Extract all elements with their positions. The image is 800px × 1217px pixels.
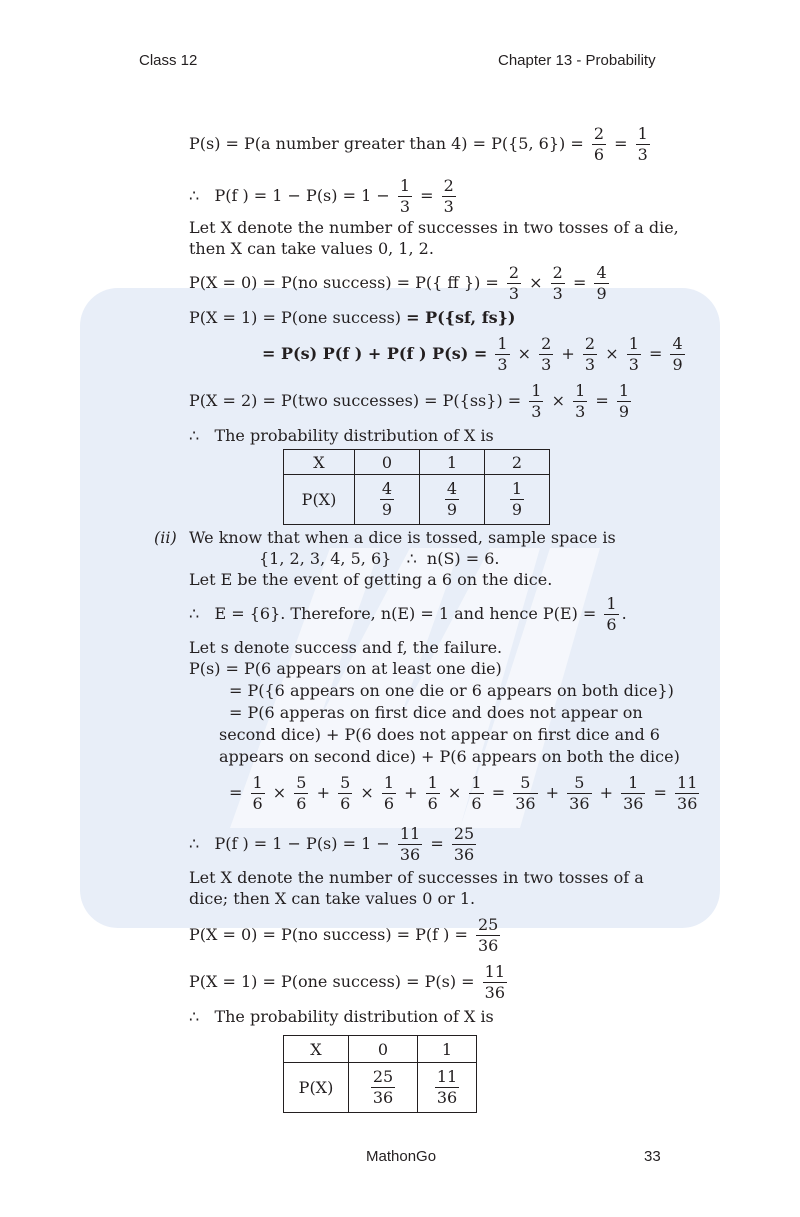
table-cell-value: 1 bbox=[418, 1036, 477, 1063]
table-cell-value: 2 bbox=[485, 450, 550, 475]
footer-page-number: 33 bbox=[644, 1148, 661, 1165]
px2-equation: P(X = 2) = P(two successes) = P({ss}) = $\frac{1}{3}$ × $\frac{1}{3}$ = $\frac{1}{9}$ bbox=[189, 381, 630, 421]
sample-space-line: {1, 2, 3, 4, 5, 6} ∴ n(S) = 6. bbox=[259, 549, 500, 568]
let-x2-line-1: Let X denote the number of successes in two tosses of a bbox=[189, 868, 644, 887]
table-cell-value: 1 bbox=[420, 450, 485, 475]
table-header-x: X bbox=[284, 1036, 349, 1063]
let-x-line-2: then X can take values 0, 1, 2. bbox=[189, 239, 434, 258]
distribution-table-2 bbox=[283, 1035, 477, 1113]
ps-equation: P(s) = P(a number greater than 4) = P({5, 6}) = $\frac{2}{6}$ = $\frac{1}{3}$ bbox=[189, 124, 648, 164]
footer-brand: MathonGo bbox=[366, 1148, 437, 1165]
table-cell-prob: $\frac{25}{36}$ bbox=[349, 1063, 418, 1113]
distribution-intro-2: ∴ The probability distribution of X is bbox=[189, 1007, 494, 1026]
px1-expansion: = P(s) P(f ) + P(f ) P(s) = $\frac{1}{3}$ × $\frac{2}{3}$ + $\frac{2}{3}$ × $\frac{1}{3}$ = $\frac{4}{9}$ bbox=[262, 334, 683, 374]
table-cell-prob: $\frac{11}{36}$ bbox=[418, 1063, 477, 1113]
ps-line-1: P(s) = P(6 appears on at least one die) bbox=[189, 659, 502, 678]
pe-equation: ∴ E = {6}. Therefore, n(E) = 1 and hence P(E) = $\frac{1}{6}$ . bbox=[189, 594, 627, 634]
table-header-x: X bbox=[284, 450, 355, 475]
px0-equation: P(X = 0) = P(no success) = P({ ff }) = $\frac{2}{3}$ × $\frac{2}{3}$ = $\frac{4}{9}$ bbox=[189, 263, 607, 303]
let-x2-line-2: dice; then X can take values 0 or 1. bbox=[189, 889, 476, 908]
ps-computation: = $\frac{1}{6}$ × $\frac{5}{6}$ + $\frac{5}{6}$ × $\frac{1}{6}$ + $\frac{1}{6}$ × $\frac{1}{6}$ = $\frac{5}{36}$ + $\frac{5}{36}$ + $\frac{1}{36}$ = $\frac{11}{36}$ bbox=[229, 773, 698, 813]
part-ii-line-1: We know that when a dice is tossed, sample space is bbox=[189, 528, 616, 547]
px1-equation: P(X = 1) = P(one success) = P({sf, fs}) bbox=[189, 308, 516, 327]
ps-line-3: = P(6 apperas on first dice and does not appear on bbox=[229, 703, 643, 722]
event-e-line: Let E be the event of getting a 6 on the dice. bbox=[189, 570, 553, 589]
ps-line-2: = P({6 appears on one die or 6 appears on both dice}) bbox=[229, 681, 674, 700]
px1-equation-2: P(X = 1) = P(one success) = P(s) = $\frac{11}{36}$ bbox=[189, 962, 506, 1002]
pf-equation: ∴ P(f ) = 1 − P(s) = 1 − $\frac{1}{3}$ = $\frac{2}{3}$ bbox=[189, 176, 454, 216]
table-cell-prob: $\frac{4}{9}$ bbox=[420, 475, 485, 525]
header-chapter-label: Chapter 13 - Probability bbox=[498, 52, 656, 69]
distribution-intro-1: ∴ The probability distribution of X is bbox=[189, 426, 494, 445]
table-header-px: P(X) bbox=[284, 475, 355, 525]
ps-line-4: second dice) + P(6 does not appear on first dice and 6 bbox=[219, 725, 660, 744]
table-cell-prob: $\frac{1}{9}$ bbox=[485, 475, 550, 525]
table-cell-value: 0 bbox=[355, 450, 420, 475]
let-s-line: Let s denote success and f, the failure. bbox=[189, 638, 503, 657]
let-x-line-1: Let X denote the number of successes in two tosses of a die, bbox=[189, 218, 679, 237]
table-cell-value: 0 bbox=[349, 1036, 418, 1063]
header-class-label: Class 12 bbox=[139, 52, 198, 69]
ps-line-5: appears on second dice) + P(6 appears on both the dice) bbox=[219, 747, 680, 766]
px0-equation-2: P(X = 0) = P(no success) = P(f ) = $\frac{25}{36}$ bbox=[189, 915, 499, 955]
distribution-table-1 bbox=[283, 449, 550, 525]
table-cell-prob: $\frac{4}{9}$ bbox=[355, 475, 420, 525]
pf-equation-2: ∴ P(f ) = 1 − P(s) = 1 − $\frac{11}{36}$ = $\frac{25}{36}$ bbox=[189, 824, 475, 864]
table-header-px: P(X) bbox=[284, 1063, 349, 1113]
part-ii-label: (ii) bbox=[154, 528, 177, 547]
